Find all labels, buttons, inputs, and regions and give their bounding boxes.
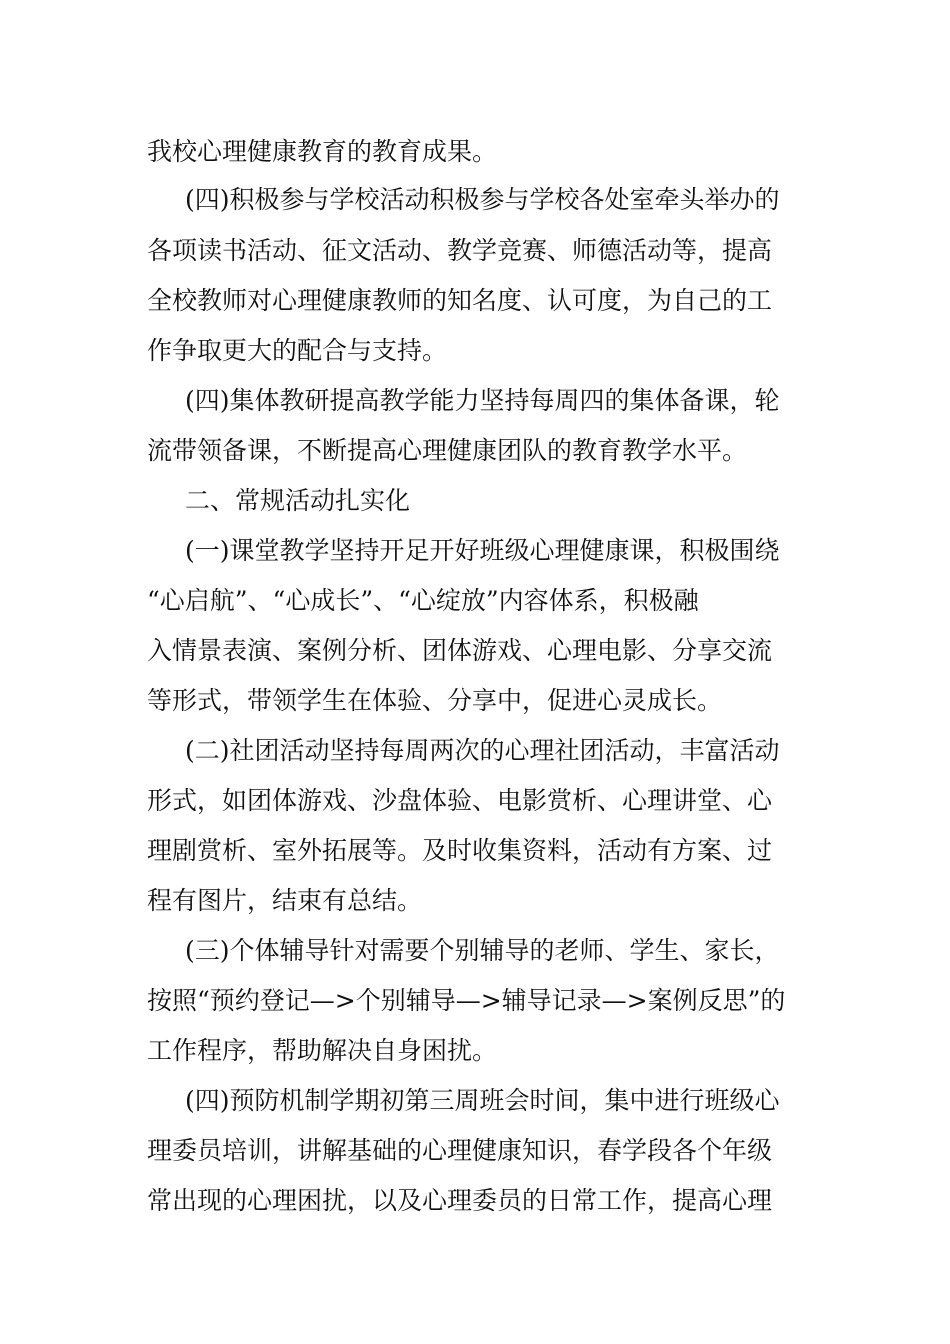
text-line-18: 按照“预约登记—>个别辅导—>辅导记录—>案例反思”的 <box>147 986 786 1015</box>
text-line-20: (四)预防机制学期初第三周班会时间，集中进行班级心 <box>185 1086 780 1115</box>
text-line-7: 流带领备课，不断提高心理健康团队的教育教学水平。 <box>147 436 748 465</box>
text-line-13: (二)社团活动坚持每周两次的心理社团活动，丰富活动 <box>185 736 780 765</box>
text-line-14: 形式，如团体游戏、沙盘体验、电影赏析、心理讲堂、心 <box>147 786 773 815</box>
text-line-3: 各项读书活动、征文活动、教学竞赛、师德活动等，提高 <box>147 236 773 265</box>
text-line-2: (四)积极参与学校活动积极参与学校各处室牵头举办的 <box>185 185 780 214</box>
text-line-16: 程有图片，结束有总结。 <box>147 886 423 915</box>
text-line-5: 作争取更大的配合与支持。 <box>147 336 448 365</box>
text-line-19: 工作程序，帮助解决自身困扰。 <box>147 1036 498 1065</box>
text-line-12: 等形式，带领学生在体验、分享中，促进心灵成长。 <box>147 686 723 715</box>
text-line-11: 入情景表演、案例分析、团体游戏、心理电影、分享交流 <box>147 636 773 665</box>
text-line-1: 我校心理健康教育的教育成果。 <box>147 137 498 166</box>
text-line-21: 理委员培训，讲解基础的心理健康知识，春学段各个年级 <box>147 1136 773 1165</box>
text-line-4: 全校教师对心理健康教师的知名度、认可度，为自己的工 <box>147 286 773 315</box>
section-heading: 二、常规活动扎实化 <box>185 486 411 515</box>
text-line-10: “心启航”、“心成长”、“心绽放”内容体系，积极融 <box>147 586 699 615</box>
text-line-15: 理剧赏析、室外拓展等。及时收集资料，活动有方案、过 <box>147 836 773 865</box>
text-line-22: 常出现的心理困扰，以及心理委员的日常工作，提高心理 <box>147 1186 773 1215</box>
text-line-6: (四)集体教研提高教学能力坚持每周四的集体备课，轮 <box>185 386 780 415</box>
text-line-17: (三)个体辅导针对需要个别辅导的老师、学生、家长， <box>185 936 780 965</box>
text-line-9: (一)课堂教学坚持开足开好班级心理健康课，积极围绕 <box>185 536 780 565</box>
